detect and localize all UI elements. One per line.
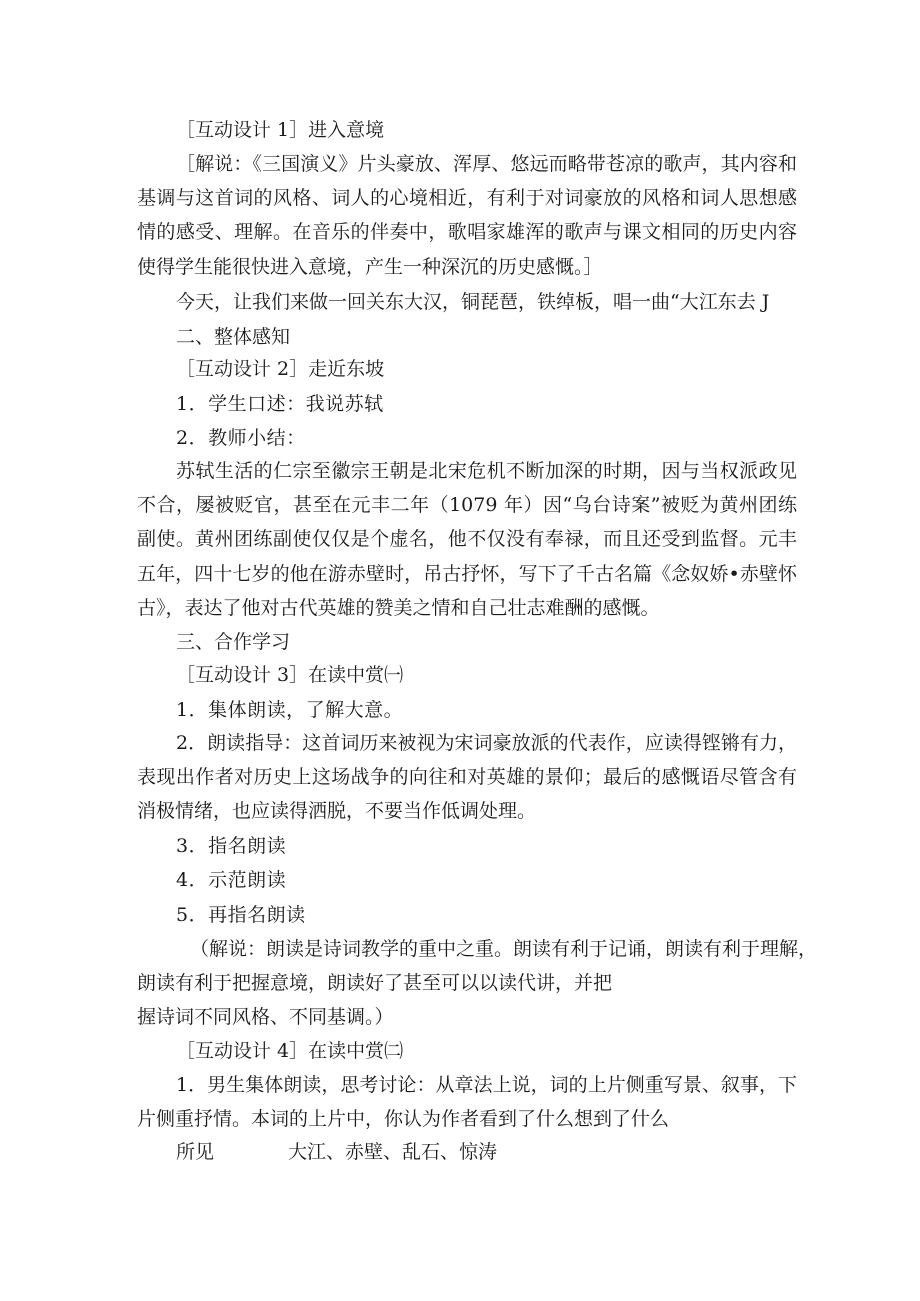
design3-note-line1: （解说：朗读是诗词教学的重中之重。朗读有利于记诵，朗读有利于理解， — [190, 938, 818, 960]
design3-item2: 2．朗读指导：这首词历来被视为宋词豪放派的代表作，应读得铿锵有力，表现出作者对历史上这场战争的向往和对英雄的景仰；最后的感慨语尽管含有消极情绪，也应读得洒脱，不要当作低调处理。 — [137, 732, 797, 823]
design2-item1: 1．学生口述：我说苏轼 — [176, 393, 384, 415]
table-row — [176, 1140, 498, 1164]
design3-item1: 1．集体朗读，了解大意。 — [176, 699, 404, 721]
design3-note-line3: 握诗词不同风格、不同基调。） — [137, 1006, 394, 1028]
intro-line: 今天，让我们来做一回关东大汉，铜琵琶，铁绰板，唱一曲“大江东去 J — [176, 291, 770, 313]
design3-item4: 4．示范朗读 — [176, 869, 287, 891]
part3-heading: 三、合作学习 — [176, 631, 291, 653]
design1-note: ［解说：《三国演义》片头豪放、浑厚、悠远而略带苍凉的歌声，其内容和基调与这首词的风格、词人的心境相近，有利于对词豪放的风格和词人思想感情的感受、理解。在音乐的伴奏中，歌唱家雄浑的歌声与课文相同的历史内容使得学生能很快进入意境，产生一种深沉的历史感慨。］ — [137, 153, 797, 278]
design3-item3: 3．指名朗读 — [176, 835, 287, 857]
design3-heading: ［互动设计 3］在读中赏㈠ — [176, 664, 404, 686]
design4-heading: ［互动设计 4］在读中赏㈡ — [176, 1040, 404, 1062]
part2-heading: 二、整体感知 — [176, 326, 291, 348]
design1-heading: ［互动设计 1］进入意境 — [176, 119, 385, 141]
design3-note-line2: 朗读有利于把握意境，朗读好了甚至可以以读代讲，并把 — [137, 972, 613, 994]
design2-heading: ［互动设计 2］走近东坡 — [176, 358, 385, 380]
design3-item5: 5．再指名朗读 — [176, 904, 306, 926]
design2-summary: 苏轼生活的仁宗至徽宗王朝是北宋危机不断加深的时期，因与当权派政见不合，屡被贬官，甚至在元丰二年（1079 年）因“乌台诗案”被贬为黄州团练副使。黄州团练副使仅仅是个虚名，他不仅没有奉禄，而且还受到监督。元丰五年，四十七岁的他在游赤壁时，吊古抒怀，写下了千古名篇《念奴娇•赤壁怀古》，表达了他对古代英雄的赞美之情和自己壮志难酬的感慨。 — [137, 460, 797, 619]
table-value: 大江、赤壁、乱石、惊涛 — [288, 1141, 498, 1163]
design2-item2: 2．教师小结： — [176, 427, 306, 449]
design4-item1: 1．男生集体朗读，思考讨论：从章法上说，词的上片侧重写景、叙事，下片侧重抒情。本词的上片中，你认为作者看到了什么想到了什么 — [137, 1074, 797, 1131]
table-label: 所见 — [176, 1141, 215, 1163]
